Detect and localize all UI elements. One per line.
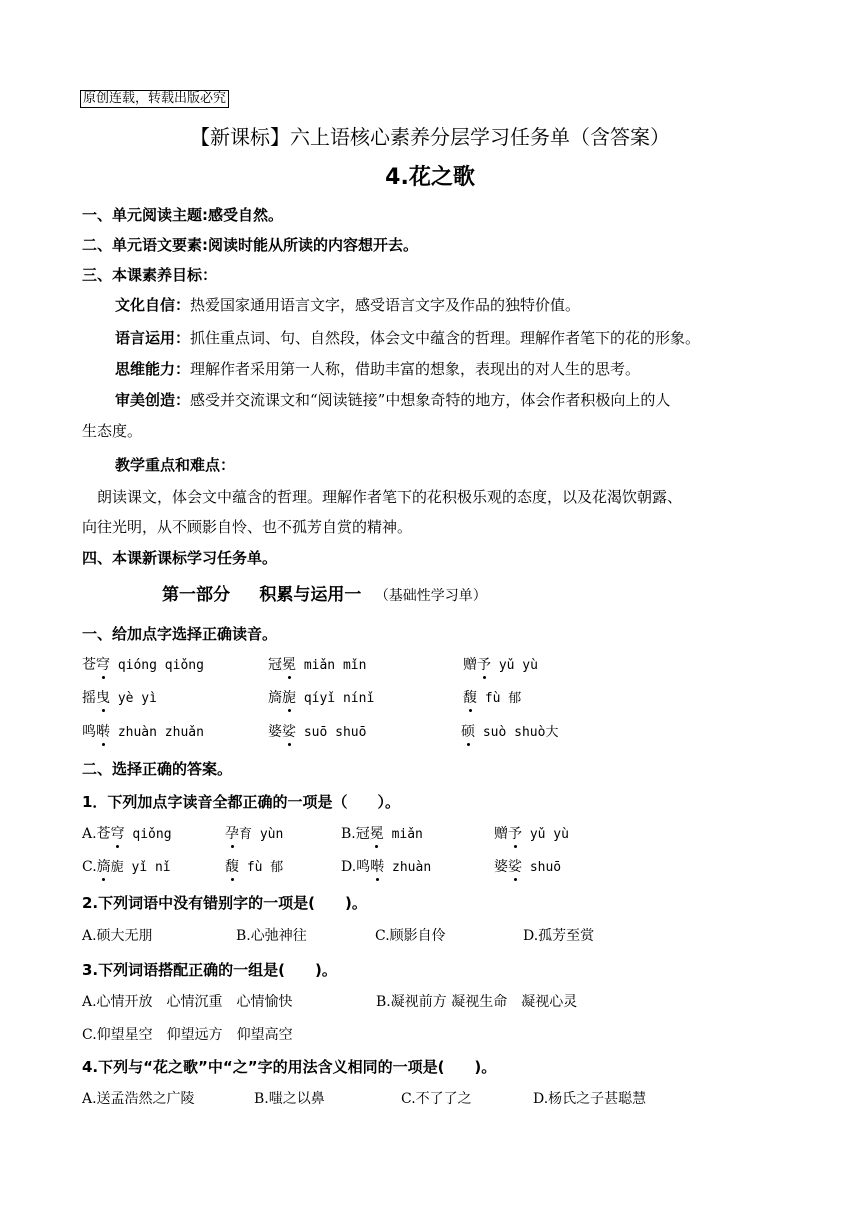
pron-item: 鸣啭 zhuàn zhuǎn [82, 721, 204, 744]
goal-thinking [115, 358, 815, 380]
question-3: 3.下列词语搭配正确的一组是( )。 [82, 961, 337, 979]
option: 馥 fù 郁 [225, 856, 283, 879]
part-title: 积累与运用一 [259, 585, 362, 605]
option: A.心情开放 心情沉重 心情愉快 [82, 994, 293, 1010]
option: D.杨氏之子甚聪慧 [533, 1091, 647, 1107]
pron-item: 婆娑 suō shuō [268, 721, 366, 744]
section-3: 三、本课素养目标： [82, 266, 218, 284]
option: C.旖旎 yǐ nǐ [82, 856, 171, 879]
option: B.心弛神往 [236, 928, 307, 944]
question-1: 1．下列加点字读音全都正确的一项是（ ）。 [82, 793, 400, 811]
goal-text: 热爱国家通用语言文字，感受语言文字及作品的独特价值。 [190, 296, 581, 314]
question-1-heading: 一、给加点字选择正确读音。 [82, 625, 278, 643]
pron-item: 硕 suò shuò大 [461, 721, 558, 744]
part-number: 第一部分 [162, 585, 230, 605]
option: 赠予 yǔ yù [494, 823, 569, 846]
goal-aesthetic-cont: 生态度。 [82, 422, 143, 440]
goal-aesthetic [115, 389, 815, 411]
option: A.硕大无朋 [82, 928, 153, 944]
page-title: 【新课标】六上语核心素养分层学习任务单（含答案） [190, 125, 670, 149]
goal-label: 文化自信： [115, 296, 191, 314]
key-text-2: 向往光明，从不顾影自怜、也不孤芳自赏的精神。 [82, 518, 413, 536]
goal-text: 抓住重点词、句、自然段，体会文中蕴含的哲理。理解作者笔下的花的形象。 [190, 329, 701, 347]
option: C.仰望星空 仰望远方 仰望高空 [82, 1027, 293, 1043]
question-4: 4.下列与“花之歌”中“之”字的用法含义相同的一项是( )。 [82, 1058, 497, 1076]
option: B.冠冕 miǎn [341, 823, 423, 846]
option: B.嗤之以鼻 [254, 1091, 325, 1107]
question-2-heading: 二、选择正确的答案。 [82, 760, 233, 778]
option: D.鸣啭 zhuàn [341, 856, 431, 879]
goal-text: 理解作者采用第一人称，借助丰富的想象，表现出的对人生的思考。 [190, 360, 641, 378]
pron-item: 旖旎 qíyǐ nínǐ [268, 687, 374, 710]
part-note: （基础性学习单） [374, 588, 487, 604]
section-1: 一、单元阅读主题:感受自然。 [82, 206, 283, 224]
goal-label: 审美创造： [115, 391, 191, 409]
goal-label: 语言运用： [115, 329, 191, 347]
question-2: 2.下列词语中没有错别字的一项是( )。 [82, 894, 367, 912]
pron-item: 冠冕 miǎn mǐn [268, 654, 366, 677]
goal-culture [115, 294, 815, 316]
option: C.顾影自伶 [375, 928, 446, 944]
option: A.苍穹 qiǒng [82, 823, 172, 846]
section-4: 四、本课新课标学习任务单。 [82, 549, 278, 567]
option: D.孤芳至赏 [523, 928, 595, 944]
option: B.凝视前方 凝视生命 凝视心灵 [376, 994, 578, 1010]
pron-item: 摇曳 yè yì [82, 687, 157, 710]
goal-language [115, 327, 815, 349]
goal-text: 感受并交流课文和“阅读链接”中想象奇特的地方，体会作者积极向上的人 [190, 391, 671, 409]
pron-item: 馥 fù 郁 [463, 687, 521, 710]
part-heading [162, 583, 487, 608]
option: A.送孟浩然之广陵 [82, 1091, 195, 1107]
section-2: 二、单元语文要素:阅读时能从所读的内容想开去。 [82, 236, 419, 254]
copyright-stamp: 原创连载，转载出版必究 [80, 90, 229, 108]
pron-item: 赠予 yǔ yù [463, 654, 538, 677]
pron-item: 苍穹 qióng qiǒng [82, 654, 204, 677]
option: 婆娑 shuō [494, 856, 561, 879]
lesson-title: 4.花之歌 [385, 165, 475, 190]
key-text-1: 朗读课文，体会文中蕴含的哲理。理解作者笔下的花积极乐观的态度，以及花渴饮朝露、 [97, 488, 683, 506]
option: 孕育 yùn [225, 823, 283, 846]
option: C.不了了之 [401, 1091, 472, 1107]
key-label: 教学重点和难点： [115, 456, 236, 474]
goal-label: 思维能力： [115, 360, 191, 378]
